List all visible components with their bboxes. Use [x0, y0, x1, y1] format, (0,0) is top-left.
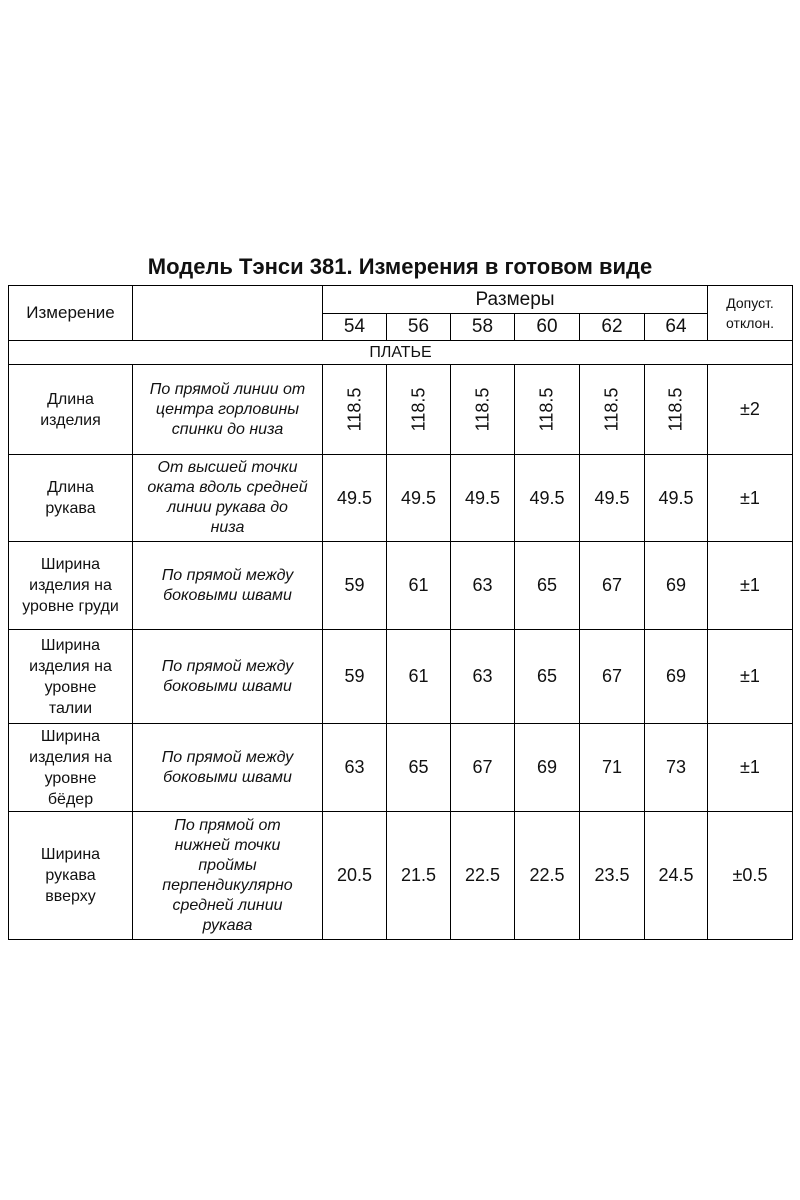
tolerance-value: ±1	[708, 455, 793, 542]
size-value: 67	[451, 724, 515, 812]
size-header: 64	[645, 314, 708, 341]
size-value: 22.5	[515, 812, 580, 940]
size-value: 65	[515, 542, 580, 630]
description-header	[133, 286, 323, 341]
size-value: 73	[645, 724, 708, 812]
size-value: 59	[323, 630, 387, 724]
page-title: Модель Тэнси 381. Измерения в готовом виде	[147, 254, 653, 279]
measurement-name: Ширина рукава вверху	[9, 812, 133, 940]
size-value: 20.5	[323, 812, 387, 940]
tolerance-value: ±0.5	[708, 812, 793, 940]
size-value: 118.5	[645, 365, 708, 455]
measurement-name: Длина рукава	[9, 455, 133, 542]
size-value: 59	[323, 542, 387, 630]
size-value: 61	[387, 542, 451, 630]
table-row	[9, 630, 793, 724]
tolerance-header: Допуст. отклон.	[708, 286, 793, 341]
measurement-description: По прямой от нижней точки проймы перпендикулярно средней линии рукава	[133, 812, 323, 940]
size-value: 49.5	[323, 455, 387, 542]
section-title: ПЛАТЬЕ	[9, 341, 793, 365]
size-value: 49.5	[645, 455, 708, 542]
size-header: 56	[387, 314, 451, 341]
size-value: 61	[387, 630, 451, 724]
tolerance-value: ±1	[708, 542, 793, 630]
tolerance-value: ±2	[708, 365, 793, 455]
measurement-description: От высшей точки оката вдоль средней линии рукава до низа	[133, 455, 323, 542]
size-value: 21.5	[387, 812, 451, 940]
size-value: 22.5	[451, 812, 515, 940]
size-value: 23.5	[580, 812, 645, 940]
size-header: 58	[451, 314, 515, 341]
size-header: 62	[580, 314, 645, 341]
size-value: 49.5	[580, 455, 645, 542]
size-value: 24.5	[645, 812, 708, 940]
size-value: 63	[451, 542, 515, 630]
size-value: 118.5	[451, 365, 515, 455]
size-value: 69	[515, 724, 580, 812]
size-value: 67	[580, 630, 645, 724]
size-value: 69	[645, 542, 708, 630]
table-row	[9, 724, 793, 812]
size-value: 118.5	[580, 365, 645, 455]
size-value: 118.5	[387, 365, 451, 455]
measurement-description: По прямой между боковыми швами	[133, 724, 323, 812]
measurement-header: Измерение	[9, 286, 133, 341]
measurement-name: Ширина изделия на уровне талии	[9, 630, 133, 724]
tolerance-value: ±1	[708, 630, 793, 724]
size-header: 54	[323, 314, 387, 341]
size-value: 71	[580, 724, 645, 812]
sizes-header: Размеры	[323, 286, 708, 314]
size-value: 118.5	[323, 365, 387, 455]
table-row	[9, 812, 793, 940]
table-row	[9, 542, 793, 630]
size-value: 67	[580, 542, 645, 630]
size-value: 63	[323, 724, 387, 812]
table-row	[9, 455, 793, 542]
size-value: 63	[451, 630, 515, 724]
size-value: 65	[387, 724, 451, 812]
size-value: 65	[515, 630, 580, 724]
tolerance-value: ±1	[708, 724, 793, 812]
size-chart-table	[8, 285, 793, 940]
measurement-description: По прямой между боковыми швами	[133, 542, 323, 630]
measurement-name: Ширина изделия на уровне груди	[9, 542, 133, 630]
size-value: 49.5	[451, 455, 515, 542]
size-header: 60	[515, 314, 580, 341]
measurement-name: Длина изделия	[9, 365, 133, 455]
size-value: 49.5	[387, 455, 451, 542]
size-value: 49.5	[515, 455, 580, 542]
measurement-description: По прямой между боковыми швами	[133, 630, 323, 724]
table-row	[9, 365, 793, 455]
size-value: 69	[645, 630, 708, 724]
measurement-description: По прямой линии от центра горловины спинки до низа	[133, 365, 323, 455]
measurement-name: Ширина изделия на уровне бёдер	[9, 724, 133, 812]
size-value: 118.5	[515, 365, 580, 455]
